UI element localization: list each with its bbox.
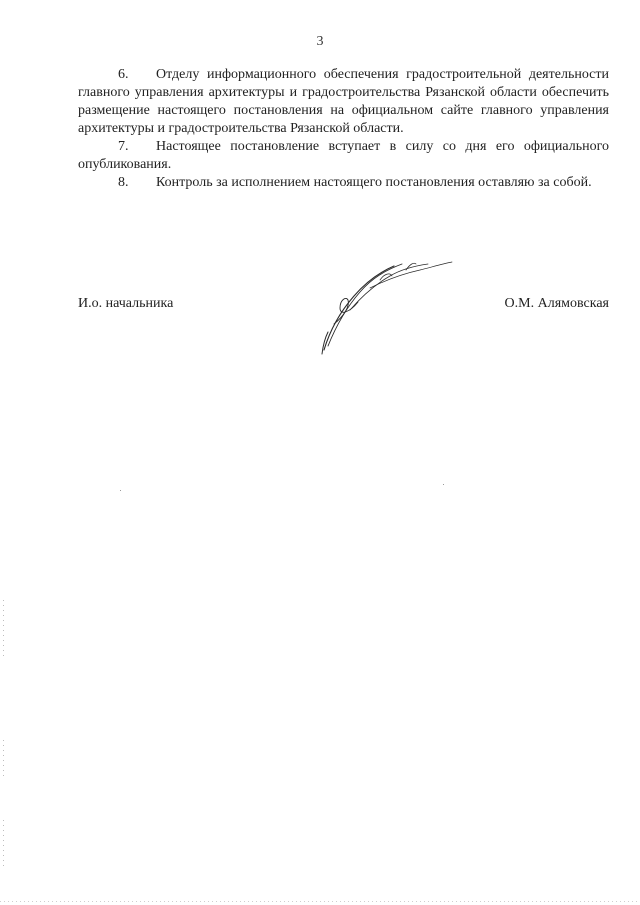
scan-speck bbox=[443, 484, 444, 485]
paragraph-number: 6. bbox=[118, 67, 129, 82]
paragraph-number: 7. bbox=[118, 139, 129, 154]
scan-edge-artifact bbox=[3, 740, 4, 780]
handwritten-signature bbox=[310, 250, 460, 360]
position-title: И.о. начальника bbox=[78, 296, 174, 311]
paragraph-6 bbox=[78, 66, 609, 138]
paragraph-text: Отделу информационного обеспечения градостроительной деятельности главного управления архитектуры и градостроительства Рязанской области обеспечить размещение настоящего постановления на официальном сайте главного управления архитектуры и градостроительства Рязанской области. bbox=[78, 67, 609, 136]
scan-edge-artifact bbox=[3, 600, 4, 660]
paragraph-7 bbox=[78, 138, 609, 174]
paragraph-number: 8. bbox=[118, 175, 129, 190]
scan-speck bbox=[120, 490, 121, 491]
signer-name: О.М. Алямовская bbox=[504, 296, 609, 311]
scan-edge-artifact bbox=[3, 820, 4, 870]
paragraph-text: Контроль за исполнением настоящего постановления оставляю за собой. bbox=[156, 175, 592, 190]
paragraph-text: Настоящее постановление вступает в силу со дня его официального опубликования. bbox=[78, 139, 609, 172]
scan-bottom-edge bbox=[0, 901, 640, 902]
paragraph-8 bbox=[78, 174, 609, 192]
page-number: 3 bbox=[316, 34, 324, 49]
document-body bbox=[78, 66, 609, 192]
